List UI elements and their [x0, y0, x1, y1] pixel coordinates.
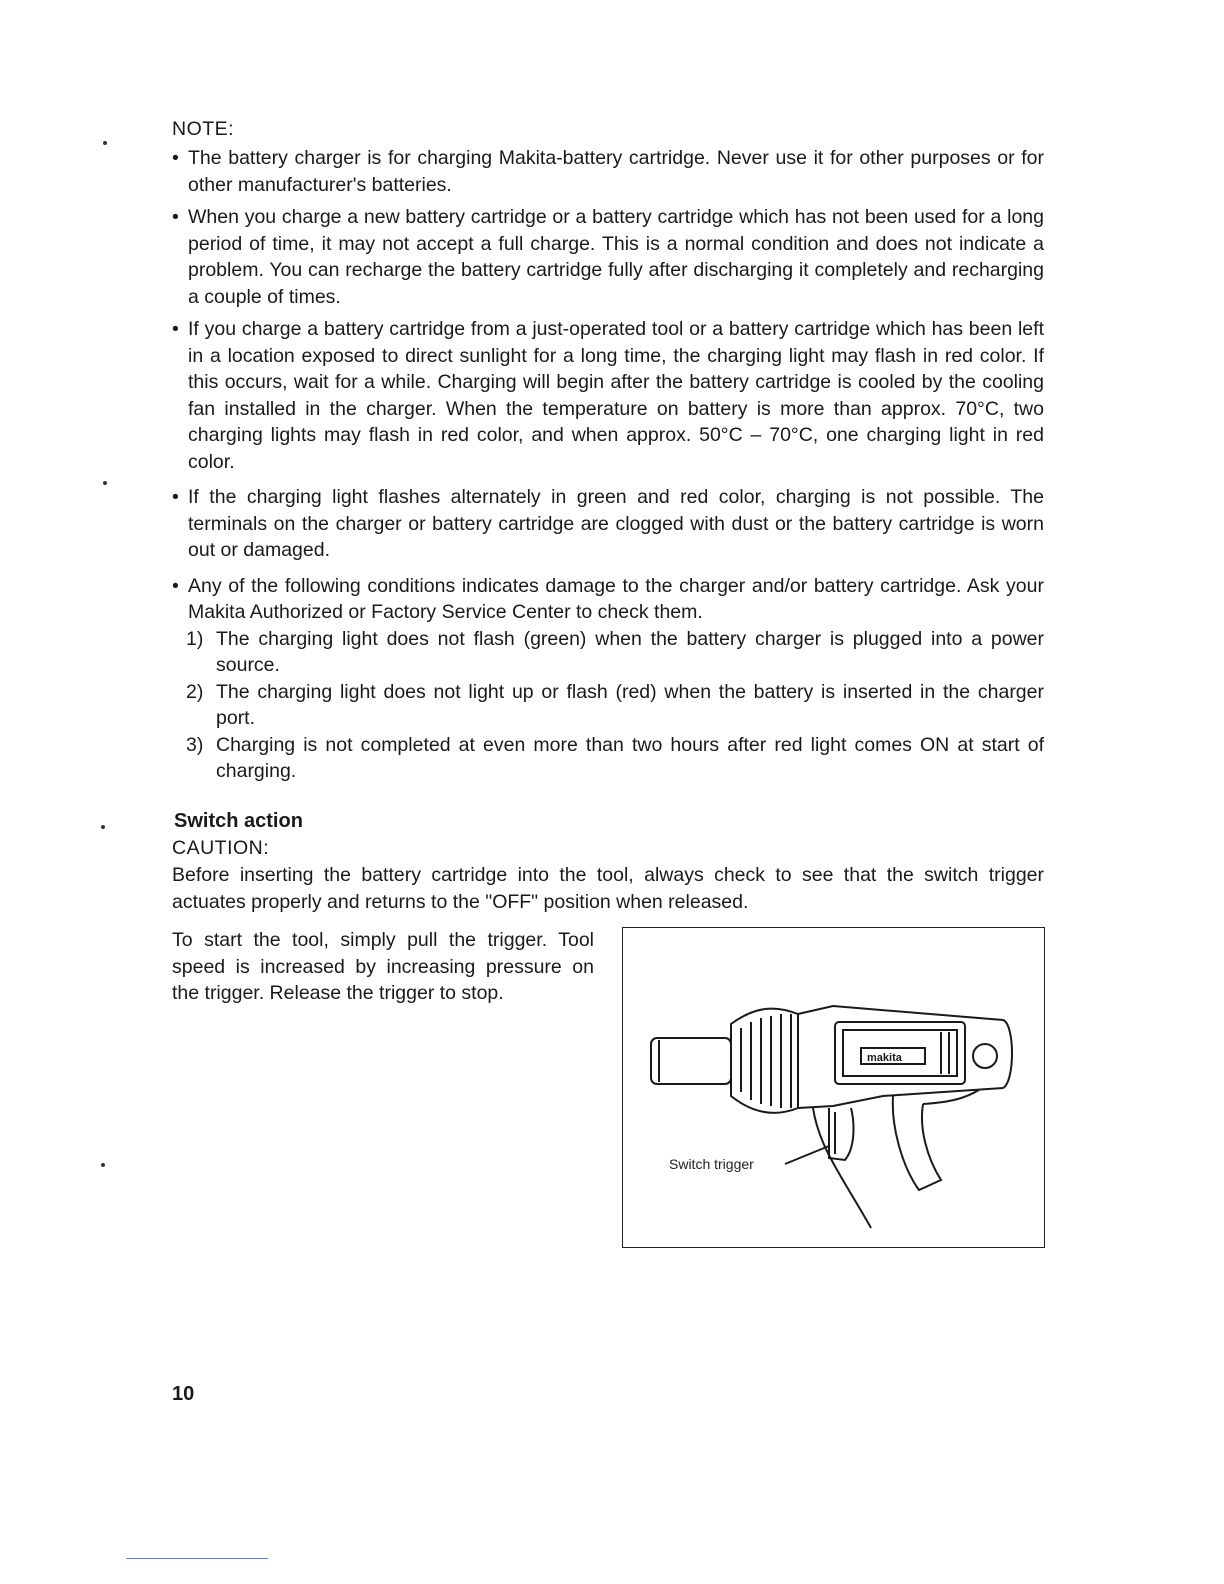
note-bullet [172, 204, 1044, 310]
section-heading: Switch action [174, 810, 303, 832]
decorative-rule [126, 1558, 268, 1559]
bullet-icon: • [172, 147, 179, 169]
caution-label: CAUTION: [172, 837, 270, 859]
condition-text: The charging light does not light up or flash (red) when the battery is inserted in the charger port. [216, 680, 1044, 729]
note-bullet-text: The battery charger is for charging Makita-battery cartridge. Never use it for other purposes or for other manufacturer's batteries. [188, 147, 1044, 196]
condition-item [172, 679, 1044, 732]
note-bullet-text: Any of the following conditions indicates damage to the charger and/or battery cartridge. Ask your Makita Authorized or Factory Service Center to check them. [188, 574, 1044, 623]
condition-number: 2) [186, 680, 204, 703]
margin-dot [103, 481, 107, 485]
condition-item [172, 626, 1044, 679]
tool-figure [622, 927, 1045, 1248]
impact-wrench-illustration [623, 928, 1043, 1246]
note-bullet-list [172, 145, 1044, 785]
note-bullet-text: If the charging light flashes alternately in green and red color, charging is not possible. The terminals on the charger or battery cartridge are clogged with dust or the battery cartridge is worn out or damaged. [188, 486, 1044, 561]
condition-number: 3) [186, 733, 204, 756]
condition-item [172, 732, 1044, 785]
margin-dot [101, 825, 105, 829]
bullet-icon: • [172, 486, 179, 508]
bullet-icon: • [172, 206, 179, 228]
note-bullet-text: When you charge a new battery cartridge or a battery cartridge which has not been used for a long period of time, it may not accept a full charge. This is a normal condition and does not indicate a problem. You can recharge the battery cartridge fully after discharging it completely and recharging a couple of times. [188, 206, 1044, 308]
note-bullet [172, 484, 1044, 564]
margin-dot [101, 1163, 105, 1167]
condition-number: 1) [186, 627, 204, 650]
switch-trigger-label: Switch trigger [669, 1156, 754, 1172]
bullet-icon: • [172, 318, 179, 340]
bullet-icon: • [172, 574, 179, 597]
note-bullet-text: If you charge a battery cartridge from a just-operated tool or a battery cartridge which has been left in a location exposed to direct sunlight for a long time, the charging light may flash in red color. If this occurs, wait for a while. Charging will begin after the battery cartridge is cooled by the cooling fan installed in the charger. When the temperature on battery is more than approx. 70°C, two charging lights may flash in red color, and when approx. 50°C – 70°C, one charging light in red color. [188, 318, 1044, 473]
caution-text: Before inserting the battery cartridge into the tool, always check to see that the switch trigger actuates properly and returns to the "OFF" position when released. [172, 864, 1044, 913]
condition-text: The charging light does not flash (green) when the battery charger is plugged into a power source. [216, 627, 1044, 676]
note-label: NOTE: [172, 118, 235, 140]
condition-text: Charging is not completed at even more than two hours after red light comes ON at start of charging. [216, 733, 1044, 782]
note-bullet [172, 145, 1044, 198]
note-bullet [172, 316, 1044, 475]
margin-dot [103, 141, 107, 145]
note-bullet [172, 573, 1044, 626]
brand-logo: makita [867, 1052, 902, 1064]
page-number: 10 [172, 1383, 195, 1405]
switch-instructions: To start the tool, simply pull the trigger. Tool speed is increased by increasing pressure on the trigger. Release the trigger to stop. [172, 929, 594, 1004]
